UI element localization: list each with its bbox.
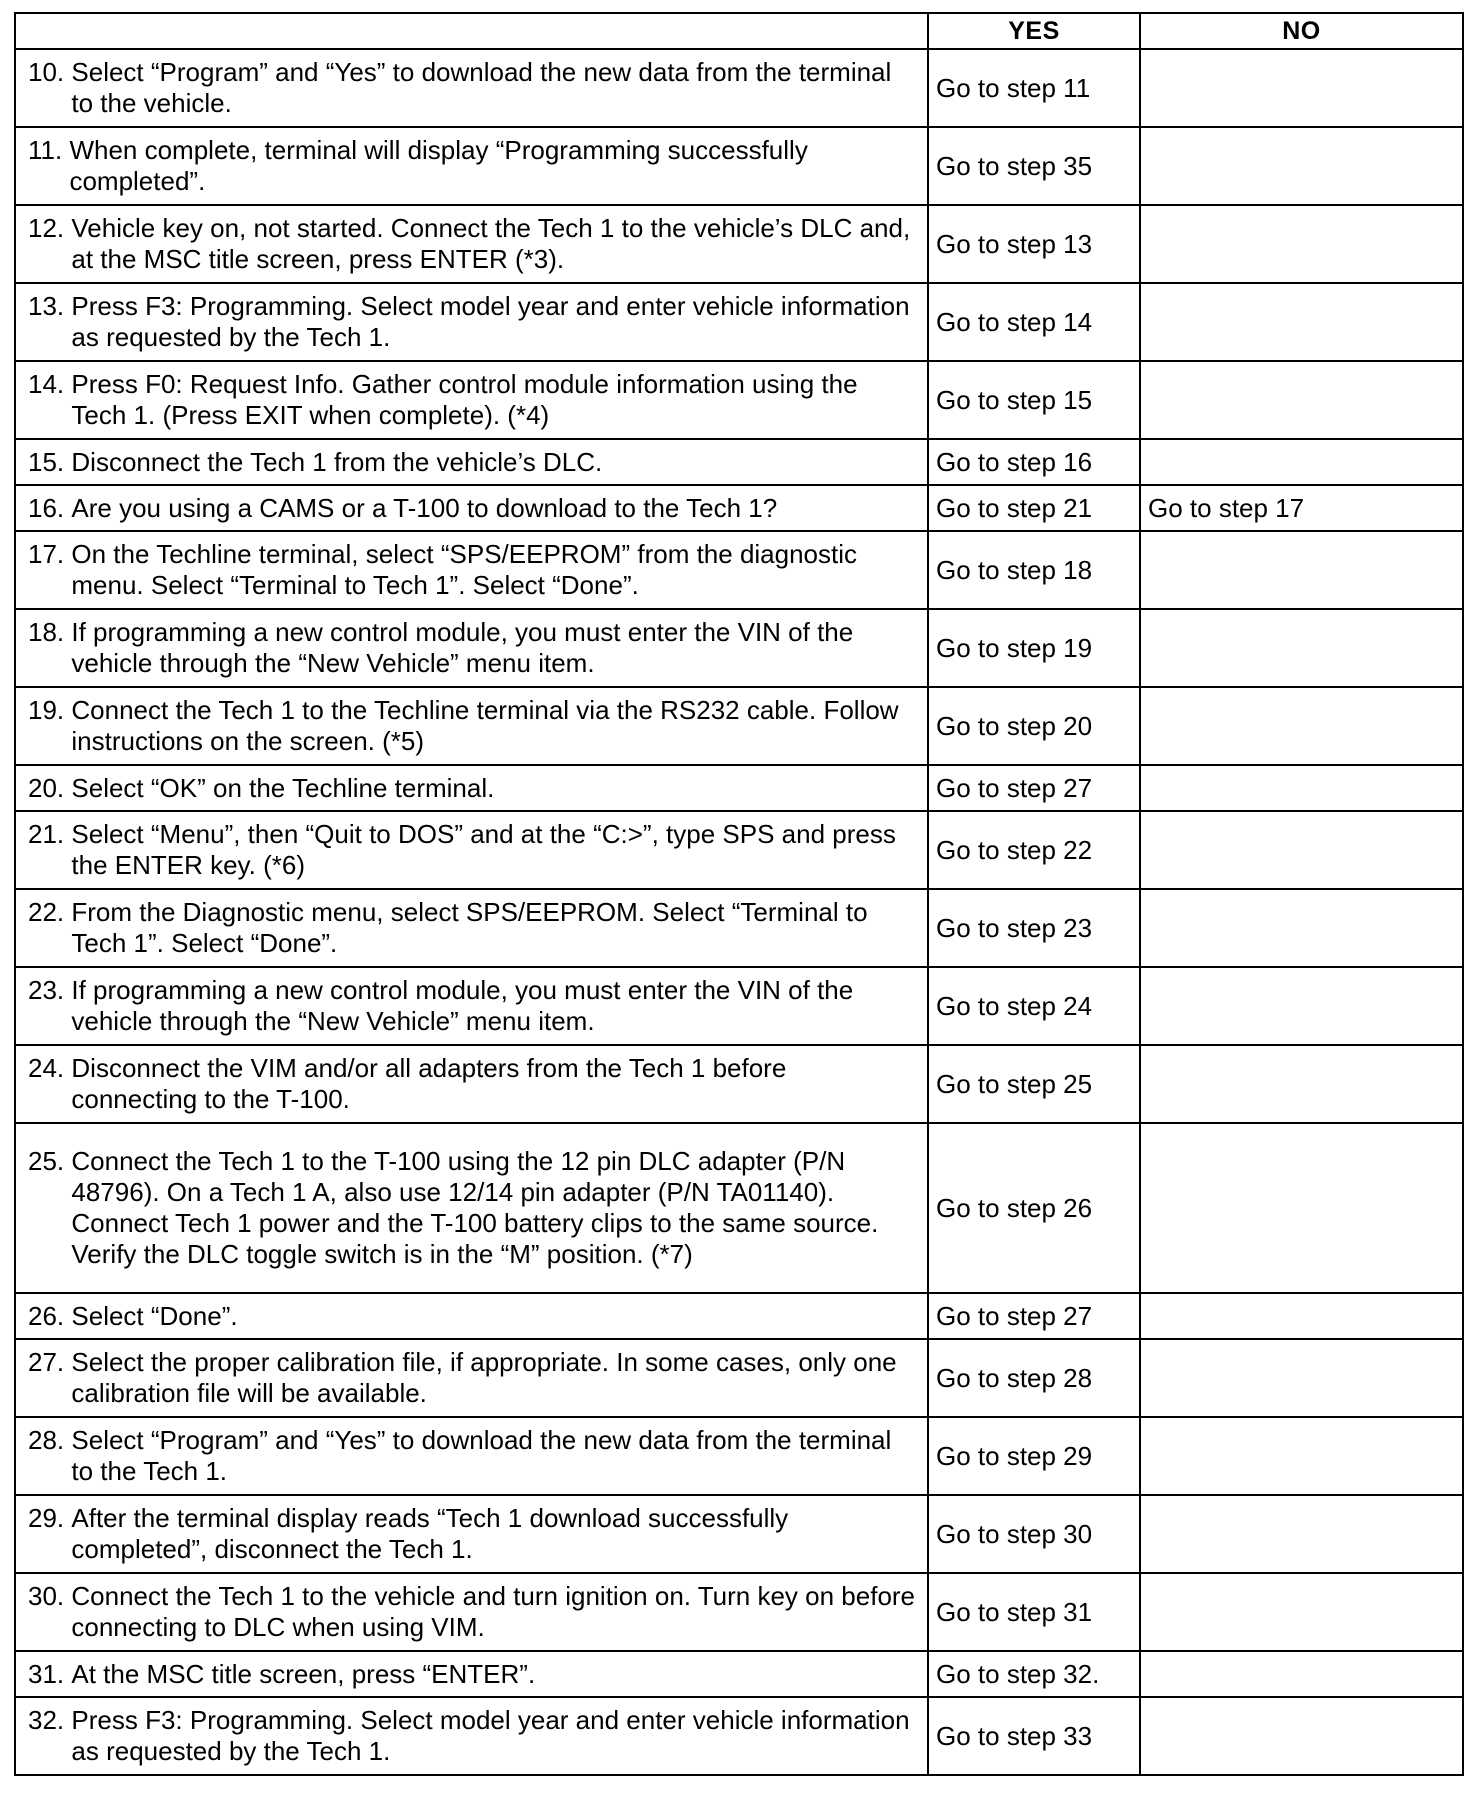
step-content xyxy=(28,617,917,679)
step-content xyxy=(28,213,917,275)
yes-cell: Go to step 16 xyxy=(928,439,1140,485)
step-number: 20. xyxy=(28,772,65,803)
no-cell xyxy=(1140,1417,1463,1495)
table-row xyxy=(15,1417,1463,1495)
yes-cell: Go to step 30 xyxy=(928,1495,1140,1573)
step-number: 11. xyxy=(28,135,63,165)
step-number-gap xyxy=(64,897,71,959)
yes-cell: Go to step 25 xyxy=(928,1045,1140,1123)
no-cell xyxy=(1140,283,1463,361)
table-row xyxy=(15,531,1463,609)
step-number: 31. xyxy=(28,1658,65,1689)
header-no: NO xyxy=(1140,13,1463,49)
step-number-gap xyxy=(64,369,71,431)
yes-cell: Go to step 28 xyxy=(928,1339,1140,1417)
no-cell xyxy=(1140,1123,1463,1293)
step-number: 15. xyxy=(28,446,65,477)
step-text: If programming a new control module, you must enter the VIN of the vehicle through the “New Vehicle” menu item. xyxy=(71,975,854,1036)
step-number-gap xyxy=(64,493,71,524)
step-number: 30. xyxy=(28,1581,65,1611)
step-number: 24. xyxy=(28,1053,65,1083)
step-content xyxy=(28,369,917,431)
no-cell xyxy=(1140,531,1463,609)
step-text: Select “OK” on the Techline terminal. xyxy=(71,772,495,803)
step-number-gap xyxy=(64,617,71,679)
header-row xyxy=(15,13,1463,49)
table-row xyxy=(15,127,1463,205)
no-cell xyxy=(1140,1339,1463,1417)
no-cell xyxy=(1140,967,1463,1045)
step-cell xyxy=(15,967,928,1045)
step-text: When complete, terminal will display “Programming successfully completed”. xyxy=(69,135,808,196)
step-cell xyxy=(15,1417,928,1495)
no-cell: Go to step 17 xyxy=(1140,485,1463,531)
step-text: After the terminal display reads “Tech 1 download successfully completed”, disconnect the Tech 1. xyxy=(71,1503,789,1564)
step-content xyxy=(28,1705,917,1767)
step-text: Select “Menu”, then “Quit to DOS” and at the “C:>”, type SPS and press the ENTER key. (*6) xyxy=(71,819,896,880)
step-content xyxy=(28,447,917,478)
step-content xyxy=(28,493,917,524)
step-cell xyxy=(15,205,928,283)
step-text: Vehicle key on, not started. Connect the Tech 1 to the vehicle’s DLC and, at the MSC title screen, press ENTER (*3). xyxy=(71,213,911,274)
step-text: Press F3: Programming. Select model year and enter vehicle information as requested by the Tech 1. xyxy=(71,1705,910,1766)
step-number-gap xyxy=(64,819,71,881)
no-cell xyxy=(1140,811,1463,889)
step-number: 12. xyxy=(28,213,65,243)
no-cell xyxy=(1140,1651,1463,1697)
step-number-gap xyxy=(64,57,71,119)
table-row xyxy=(15,1123,1463,1293)
step-number-gap xyxy=(64,695,71,757)
step-number-gap xyxy=(64,1503,71,1565)
step-content xyxy=(28,57,917,119)
step-content xyxy=(28,1146,917,1270)
step-cell xyxy=(15,765,928,811)
table-row xyxy=(15,765,1463,811)
table-row xyxy=(15,1573,1463,1651)
procedure-table xyxy=(14,12,1464,1776)
yes-cell: Go to step 18 xyxy=(928,531,1140,609)
table-row xyxy=(15,967,1463,1045)
step-number: 28. xyxy=(28,1425,65,1455)
step-number: 25. xyxy=(28,1146,65,1176)
yes-cell: Go to step 32. xyxy=(928,1651,1140,1697)
step-content xyxy=(28,897,917,959)
step-number: 16. xyxy=(28,492,65,523)
table-row xyxy=(15,1293,1463,1339)
step-number: 21. xyxy=(28,819,65,849)
step-cell xyxy=(15,1651,928,1697)
no-cell xyxy=(1140,1293,1463,1339)
step-content xyxy=(28,1581,917,1643)
step-text: If programming a new control module, you must enter the VIN of the vehicle through the “New Vehicle” menu item. xyxy=(71,617,854,678)
step-cell xyxy=(15,609,928,687)
step-content xyxy=(28,135,917,197)
yes-cell: Go to step 22 xyxy=(928,811,1140,889)
step-text: Are you using a CAMS or a T-100 to download to the Tech 1? xyxy=(71,492,778,523)
no-cell xyxy=(1140,609,1463,687)
yes-cell: Go to step 23 xyxy=(928,889,1140,967)
no-cell xyxy=(1140,1495,1463,1573)
no-cell xyxy=(1140,49,1463,127)
yes-cell: Go to step 33 xyxy=(928,1697,1140,1775)
step-text: At the MSC title screen, press “ENTER”. xyxy=(71,1658,536,1689)
step-text: Connect the Tech 1 to the vehicle and turn ignition on. Turn key on before connecting to DLC when using VIM. xyxy=(71,1581,916,1642)
step-number-gap xyxy=(64,1659,71,1690)
step-text: Disconnect the Tech 1 from the vehicle’s DLC. xyxy=(71,446,603,477)
yes-cell: Go to step 15 xyxy=(928,361,1140,439)
no-cell xyxy=(1140,1697,1463,1775)
yes-cell: Go to step 27 xyxy=(928,1293,1140,1339)
step-cell xyxy=(15,1495,928,1573)
step-number: 14. xyxy=(28,369,65,399)
step-text: From the Diagnostic menu, select SPS/EEPROM. Select “Terminal to Tech 1”. Select “Done”. xyxy=(71,897,868,958)
step-text: Disconnect the VIM and/or all adapters from the Tech 1 before connecting to the T-100. xyxy=(71,1053,787,1114)
no-cell xyxy=(1140,1045,1463,1123)
step-number-gap xyxy=(64,447,71,478)
step-content xyxy=(28,975,917,1037)
step-cell xyxy=(15,439,928,485)
yes-cell: Go to step 20 xyxy=(928,687,1140,765)
step-number-gap xyxy=(64,1053,71,1115)
step-number-gap xyxy=(64,975,71,1037)
step-cell xyxy=(15,889,928,967)
step-cell xyxy=(15,49,928,127)
yes-cell: Go to step 13 xyxy=(928,205,1140,283)
step-text: Select “Done”. xyxy=(71,1300,238,1331)
step-content xyxy=(28,539,917,601)
step-content xyxy=(28,1425,917,1487)
table-row xyxy=(15,361,1463,439)
table-row xyxy=(15,1339,1463,1417)
step-number-gap xyxy=(64,773,71,804)
step-cell xyxy=(15,687,928,765)
yes-cell: Go to step 27 xyxy=(928,765,1140,811)
table-row xyxy=(15,49,1463,127)
step-number: 32. xyxy=(28,1705,65,1735)
table-row xyxy=(15,609,1463,687)
header-yes: YES xyxy=(928,13,1140,49)
step-cell xyxy=(15,811,928,889)
yes-cell: Go to step 11 xyxy=(928,49,1140,127)
no-cell xyxy=(1140,127,1463,205)
step-cell xyxy=(15,361,928,439)
no-cell xyxy=(1140,1573,1463,1651)
table-row xyxy=(15,811,1463,889)
step-number: 29. xyxy=(28,1503,65,1533)
step-number: 23. xyxy=(28,975,65,1005)
yes-cell: Go to step 31 xyxy=(928,1573,1140,1651)
step-cell xyxy=(15,1697,928,1775)
table-row xyxy=(15,1651,1463,1697)
step-content xyxy=(28,695,917,757)
step-cell xyxy=(15,283,928,361)
step-number: 27. xyxy=(28,1347,65,1377)
step-cell xyxy=(15,1123,928,1293)
step-cell xyxy=(15,1573,928,1651)
step-text: Connect the Tech 1 to the Techline terminal via the RS232 cable. Follow instructions on the screen. (*5) xyxy=(71,695,899,756)
step-number-gap xyxy=(64,1301,71,1332)
step-number: 10. xyxy=(28,57,65,87)
yes-cell: Go to step 35 xyxy=(928,127,1140,205)
yes-cell: Go to step 19 xyxy=(928,609,1140,687)
step-text: Select “Program” and “Yes” to download the new data from the terminal to the vehicle. xyxy=(71,57,892,118)
step-number: 17. xyxy=(28,539,65,569)
table-row xyxy=(15,687,1463,765)
step-cell xyxy=(15,1293,928,1339)
yes-cell: Go to step 24 xyxy=(928,967,1140,1045)
step-content xyxy=(28,1301,917,1332)
step-number-gap xyxy=(64,1581,71,1643)
step-content xyxy=(28,1503,917,1565)
no-cell xyxy=(1140,687,1463,765)
table-row xyxy=(15,283,1463,361)
step-text: Connect the Tech 1 to the T-100 using the 12 pin DLC adapter (P/N 48796). On a Tech 1 A, also use 12/14 pin adapter (P/N TA01140). Connect Tech 1 power and the T-100 battery clips to the same source. Verify the DLC toggle switch is in the “M” position. (*7) xyxy=(71,1146,879,1269)
step-number: 22. xyxy=(28,897,65,927)
step-content xyxy=(28,1659,917,1690)
step-cell xyxy=(15,127,928,205)
table-row xyxy=(15,205,1463,283)
step-content xyxy=(28,1053,917,1115)
step-cell xyxy=(15,1045,928,1123)
step-text: Select “Program” and “Yes” to download the new data from the terminal to the Tech 1. xyxy=(71,1425,892,1486)
step-text: Select the proper calibration file, if appropriate. In some cases, only one calibration file will be available. xyxy=(71,1347,897,1408)
no-cell xyxy=(1140,889,1463,967)
step-number-gap xyxy=(62,135,69,197)
table-row xyxy=(15,1045,1463,1123)
step-number-gap xyxy=(64,213,71,275)
step-text: Press F0: Request Info. Gather control module information using the Tech 1. (Press EXIT when complete). (*4) xyxy=(71,369,858,430)
step-number: 18. xyxy=(28,617,65,647)
yes-cell: Go to step 14 xyxy=(928,283,1140,361)
no-cell xyxy=(1140,205,1463,283)
step-content xyxy=(28,819,917,881)
table-row xyxy=(15,1697,1463,1775)
step-number-gap xyxy=(64,1705,71,1767)
yes-cell: Go to step 21 xyxy=(928,485,1140,531)
header-step xyxy=(15,13,928,49)
step-number-gap xyxy=(64,1425,71,1487)
step-number-gap xyxy=(64,539,71,601)
step-content xyxy=(28,773,917,804)
yes-cell: Go to step 29 xyxy=(928,1417,1140,1495)
step-cell xyxy=(15,531,928,609)
no-cell xyxy=(1140,361,1463,439)
step-number-gap xyxy=(64,291,71,353)
step-content xyxy=(28,291,917,353)
step-number: 13. xyxy=(28,291,65,321)
step-number-gap xyxy=(64,1347,71,1409)
step-cell xyxy=(15,485,928,531)
no-cell xyxy=(1140,765,1463,811)
step-number-gap xyxy=(64,1146,71,1270)
step-content xyxy=(28,1347,917,1409)
step-text: On the Techline terminal, select “SPS/EEPROM” from the diagnostic menu. Select “Terminal to Tech 1”. Select “Done”. xyxy=(71,539,858,600)
step-text: Press F3: Programming. Select model year and enter vehicle information as requested by the Tech 1. xyxy=(71,291,910,352)
table-row xyxy=(15,439,1463,485)
table-row xyxy=(15,485,1463,531)
table-row xyxy=(15,1495,1463,1573)
no-cell xyxy=(1140,439,1463,485)
step-number: 19. xyxy=(28,695,65,725)
yes-cell: Go to step 26 xyxy=(928,1123,1140,1293)
step-cell xyxy=(15,1339,928,1417)
step-number: 26. xyxy=(28,1300,65,1331)
table-row xyxy=(15,889,1463,967)
